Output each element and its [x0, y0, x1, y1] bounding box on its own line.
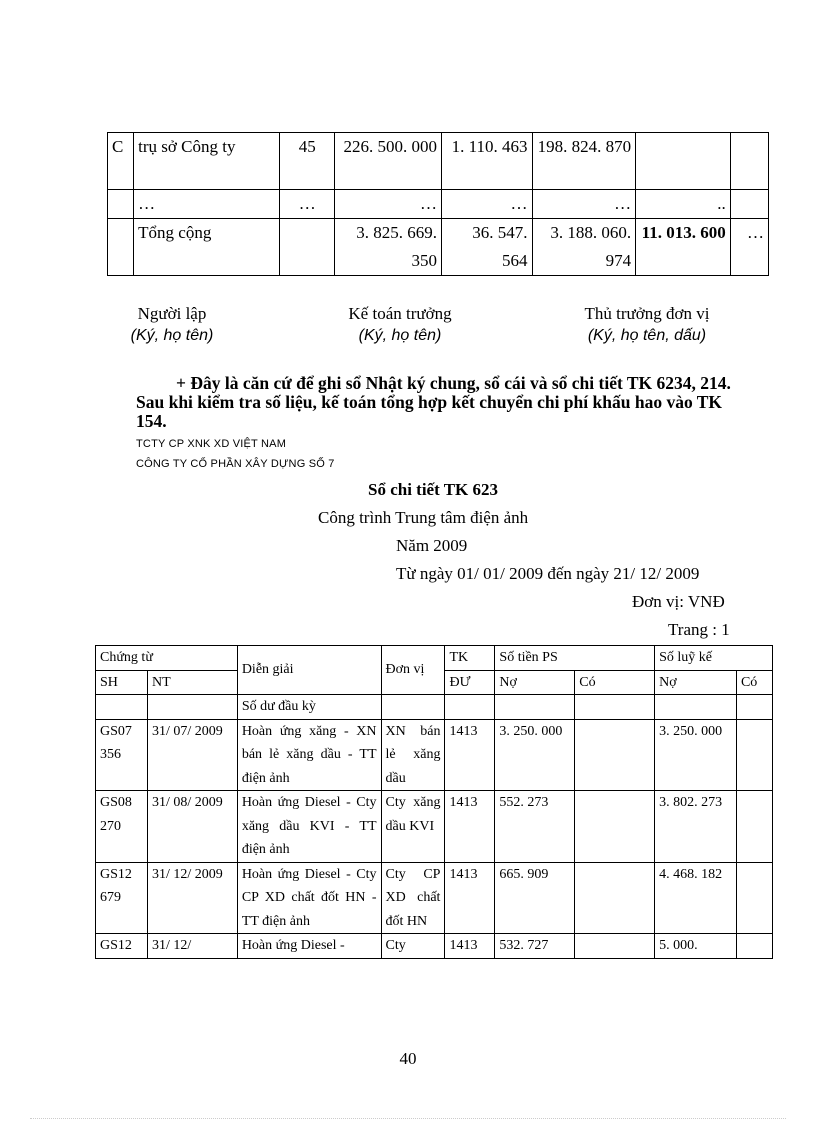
cell-co [575, 934, 655, 959]
cell-no: 532. 727 [495, 934, 575, 959]
cell-lk-no: 3. 250. 000 [655, 719, 737, 791]
signature-role: Thủ trưởng đơn vị [584, 304, 710, 323]
row-value-1: 226. 500. 000 [335, 133, 442, 190]
cell-lk-no: 4. 468. 182 [655, 862, 737, 934]
row-code [108, 219, 134, 276]
ledger-year: Năm 2009 [396, 536, 468, 555]
cell-nt: 31/ 07/ 2009 [147, 719, 237, 791]
row-qty: … [280, 190, 335, 219]
signature-role: Kế toán trưởng [348, 304, 452, 323]
col-don-vi: Đơn vị [381, 646, 445, 695]
col-lk-no: Nợ [655, 670, 737, 695]
opening-label: Số dư đầu kỳ [237, 695, 381, 720]
opening-row [96, 695, 773, 720]
cell-tk: 1413 [445, 719, 495, 791]
row-value-1: 3. 825. 669. 350 [335, 219, 442, 276]
cell-lk-no: 5. 000. [655, 934, 737, 959]
company-name: CÔNG TY CỔ PHẦN XÂY DỰNG SỐ 7 [136, 458, 335, 470]
signature-director [562, 303, 732, 347]
cell-tk: 1413 [445, 791, 495, 863]
cell-desc: Hoàn ứng xăng - XN bán lẻ xăng dầu - TT điện ảnh [237, 719, 381, 791]
cell-desc: Hoàn ứng Diesel - [237, 934, 381, 959]
ledger-title: Sổ chi tiết TK 623 [368, 480, 499, 499]
col-chung-tu: Chứng từ [96, 646, 238, 671]
table-row [108, 190, 769, 219]
row-value-1: … [335, 190, 442, 219]
row-value-2: … [442, 190, 533, 219]
col-so-luy-ke: Số luỹ kế [655, 646, 773, 671]
cell-tk: 1413 [445, 862, 495, 934]
row-name: … [134, 190, 280, 219]
body-paragraph [136, 374, 746, 431]
cell-co [575, 862, 655, 934]
page-number: 40 [399, 1049, 417, 1068]
cell-tk: 1413 [445, 934, 495, 959]
cell-nt: 31/ 12/ 2009 [147, 862, 237, 934]
row-name: trụ sở Công ty [134, 133, 280, 190]
table-row [108, 133, 769, 190]
col-tk: TK [445, 646, 495, 671]
cell-no: 3. 250. 000 [495, 719, 575, 791]
cell-co [575, 719, 655, 791]
table-row [96, 791, 773, 863]
signature-note: (Ký, họ tên) [130, 327, 214, 344]
cell-sh: GS12 679 [96, 862, 148, 934]
row-qty [280, 219, 335, 276]
ledger-table [95, 645, 773, 959]
cell-no: 665. 909 [495, 862, 575, 934]
ledger-unit: Đơn vị: VNĐ [632, 592, 725, 611]
row-value-5: … [730, 219, 768, 276]
header-row [96, 646, 773, 671]
cell-sh: GS12 [96, 934, 148, 959]
ledger-project: Công trình Trung tâm điện ảnh [318, 508, 529, 527]
cell-sh: GS07 356 [96, 719, 148, 791]
row-value-4 [636, 133, 731, 190]
ledger-period: Từ ngày 01/ 01/ 2009 đến ngày 21/ 12/ 2009 [396, 564, 700, 583]
col-ps-co: Có [575, 670, 655, 695]
table-row [96, 862, 773, 934]
row-value-5 [730, 133, 768, 190]
table-row [96, 719, 773, 791]
cell-nt: 31/ 08/ 2009 [147, 791, 237, 863]
signature-note: (Ký, họ tên, dấu) [587, 327, 707, 344]
col-so-tien-ps: Số tiền PS [495, 646, 655, 671]
row-value-3: … [532, 190, 636, 219]
row-code [108, 190, 134, 219]
row-value-3: 3. 188. 060. 974 [532, 219, 636, 276]
summary-table [107, 132, 769, 276]
col-sh: SH [96, 670, 148, 695]
col-du: ĐƯ [445, 670, 495, 695]
table-row-total [108, 219, 769, 276]
signature-preparer [112, 303, 232, 347]
cell-unit: Cty [381, 934, 445, 959]
cell-unit: Cty CP XD chất đốt HN [381, 862, 445, 934]
cell-lk-co [736, 862, 772, 934]
cell-lk-co [736, 791, 772, 863]
cell-unit: XN bán lẻ xăng dầu [381, 719, 445, 791]
row-code: C [108, 133, 134, 190]
cell-desc: Hoàn ứng Diesel - Cty CP XD chất đốt HN - TT điện ảnh [237, 862, 381, 934]
ledger-page: Trang : 1 [668, 620, 730, 639]
page-bottom-divider [30, 1118, 786, 1119]
signature-note: (Ký, họ tên) [358, 327, 442, 344]
cell-sh: GS08 270 [96, 791, 148, 863]
col-dien-giai: Diễn giải [237, 646, 381, 695]
table-row [96, 934, 773, 959]
cell-unit: Cty xăng dầu KVI [381, 791, 445, 863]
row-value-3: 198. 824. 870 [532, 133, 636, 190]
cell-lk-co [736, 934, 772, 959]
signature-chief-accountant [320, 303, 480, 347]
row-value-4: 11. 013. 600 [636, 219, 731, 276]
signature-role: Người lập [137, 304, 207, 323]
row-qty: 45 [280, 133, 335, 190]
cell-desc: Hoàn ứng Diesel - Cty xăng dầu KVI - TT điện ảnh [237, 791, 381, 863]
paragraph-text: + Đây là căn cứ để ghi sổ Nhật ký chung, sổ cái và sổ chi tiết TK 6234, 214. Sau khi kiểm tra số liệu, kế toán tổng hợp kết chuyển chi phí khấu hao vào TK 154. [136, 373, 731, 431]
row-value-2: 36. 547. 564 [442, 219, 533, 276]
col-lk-co: Có [736, 670, 772, 695]
row-value-5 [730, 190, 768, 219]
row-name: Tổng cộng [134, 219, 280, 276]
cell-co [575, 791, 655, 863]
cell-no: 552. 273 [495, 791, 575, 863]
cell-lk-no: 3. 802. 273 [655, 791, 737, 863]
cell-lk-co [736, 719, 772, 791]
row-value-4: .. [636, 190, 731, 219]
cell-nt: 31/ 12/ [147, 934, 237, 959]
col-nt: NT [147, 670, 237, 695]
row-value-2: 1. 110. 463 [442, 133, 533, 190]
company-parent: TCTY CP XNK XD VIỆT NAM [136, 438, 287, 450]
col-ps-no: Nợ [495, 670, 575, 695]
